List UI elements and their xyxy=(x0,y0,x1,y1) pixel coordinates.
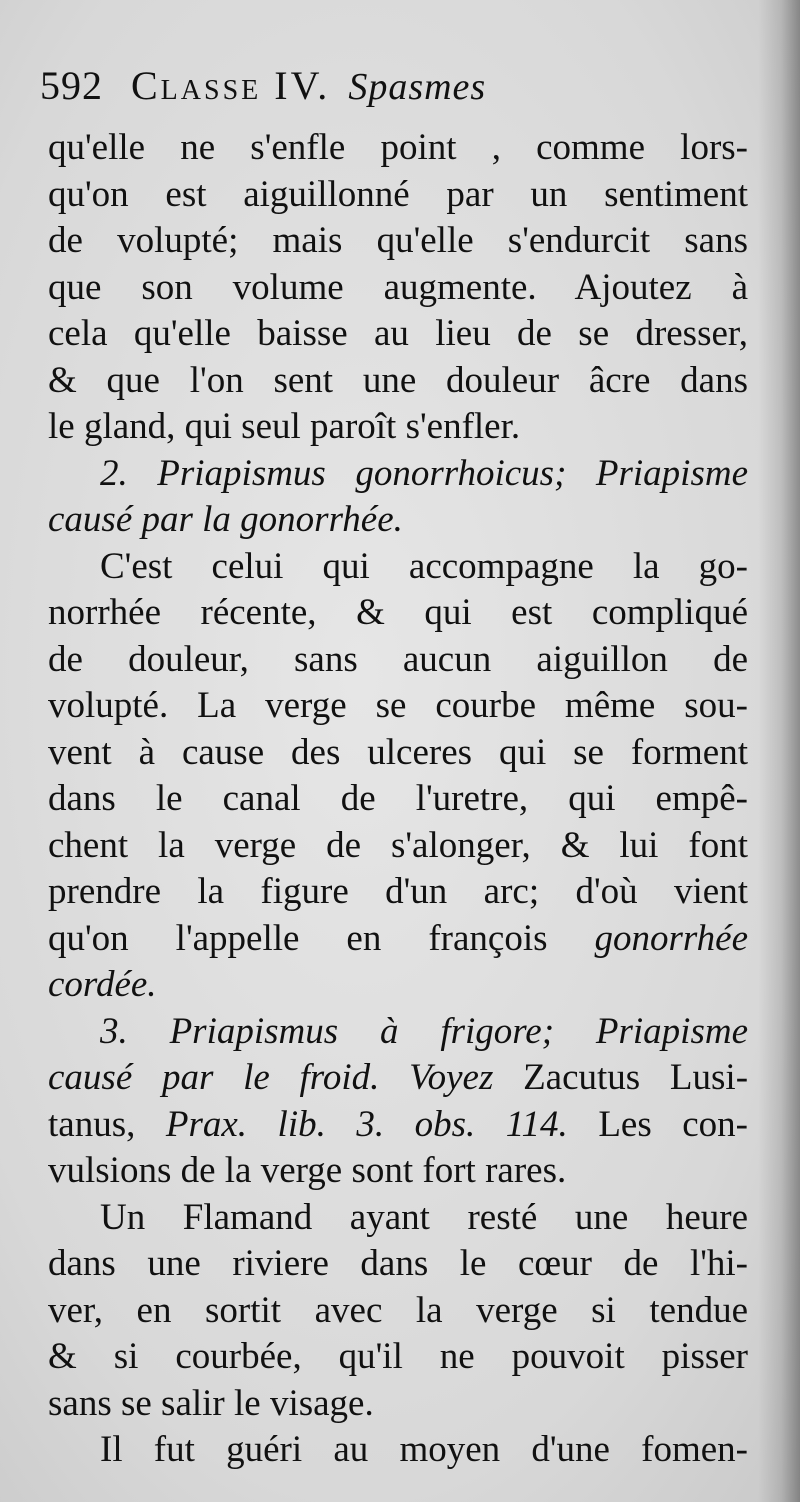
text-line: vent à cause des ulceres qui se forment xyxy=(48,731,748,773)
italic-fragment: Voyez xyxy=(409,1057,494,1098)
text-fragment: tanus, xyxy=(48,1103,136,1145)
text-line: volupté. La verge se courbe même sou- xyxy=(48,685,748,726)
text-line: le gland, qui seul paroît s'enfler. xyxy=(48,406,521,447)
text-line: qu'elle ne s'enfle point , comme lors- xyxy=(48,127,748,168)
text-line: dans une riviere dans le cœur de l'hi- xyxy=(48,1243,748,1284)
section-heading-line: 2. Priapismus gonorrhoicus; Priapisme xyxy=(100,452,748,494)
text-line: prendre la figure d'un arc; d'où vient xyxy=(48,871,748,912)
text-line: qu'on est aiguillonné par un sentiment xyxy=(48,173,748,215)
text-line: Il fut guéri au moyen d'une fomen- xyxy=(100,1429,748,1470)
text-line: chent la verge de s'alonger, & lui font xyxy=(48,824,748,866)
text-line xyxy=(48,1102,748,1149)
text-line: sans se salir le visage. xyxy=(48,1382,374,1424)
text-line: C'est celui qui accompagne la go- xyxy=(100,545,748,587)
text-fragment: Zacutus Lusi- xyxy=(523,1057,749,1098)
text-line: de douleur, sans aucun aiguillon de xyxy=(48,638,748,680)
text-line xyxy=(48,1055,748,1102)
running-header xyxy=(40,62,486,112)
text-line: que son volume augmente. Ajoutez à xyxy=(48,266,748,308)
text-fragment: qu'on l'appelle en françois xyxy=(48,917,548,959)
text-line: Un Flamand ayant resté une heure xyxy=(100,1196,748,1238)
italic-fragment: Prax. lib. 3. obs. 114. xyxy=(165,1103,568,1145)
italic-fragment: gonorrhée xyxy=(594,917,749,959)
spine-shadow xyxy=(758,0,800,1502)
body-text xyxy=(48,125,748,1474)
section-heading-line: causé par la gonorrhée. xyxy=(48,499,403,540)
running-subtitle: Spasmes xyxy=(348,66,487,108)
text-line: & si courbée, qu'il ne pouvoit pisser xyxy=(48,1336,748,1377)
text-fragment: Les con- xyxy=(598,1103,749,1145)
section-heading-line: 3. Priapismus à frigore; Priapisme xyxy=(100,1010,748,1052)
italic-fragment: causé par le froid. xyxy=(48,1057,380,1098)
text-line: norrhée récente, & qui est compliqué xyxy=(48,592,748,633)
text-line: & que l'on sent une douleur âcre dans xyxy=(48,359,748,401)
text-line: ver, en sortit avec la verge si tendue xyxy=(48,1289,748,1331)
page-number: 592 xyxy=(40,63,103,108)
text-line: dans le canal de l'uretre, qui empê- xyxy=(48,778,748,819)
text-line xyxy=(48,916,748,963)
text-line: cela qu'elle baisse au lieu de se dresser, xyxy=(48,313,748,354)
running-title: Classe IV. xyxy=(131,63,331,108)
text-line: de volupté; mais qu'elle s'endurcit sans xyxy=(48,220,748,261)
text-line: vulsions de la verge sont fort rares. xyxy=(48,1150,567,1191)
text-line: cordée. xyxy=(48,964,157,1005)
